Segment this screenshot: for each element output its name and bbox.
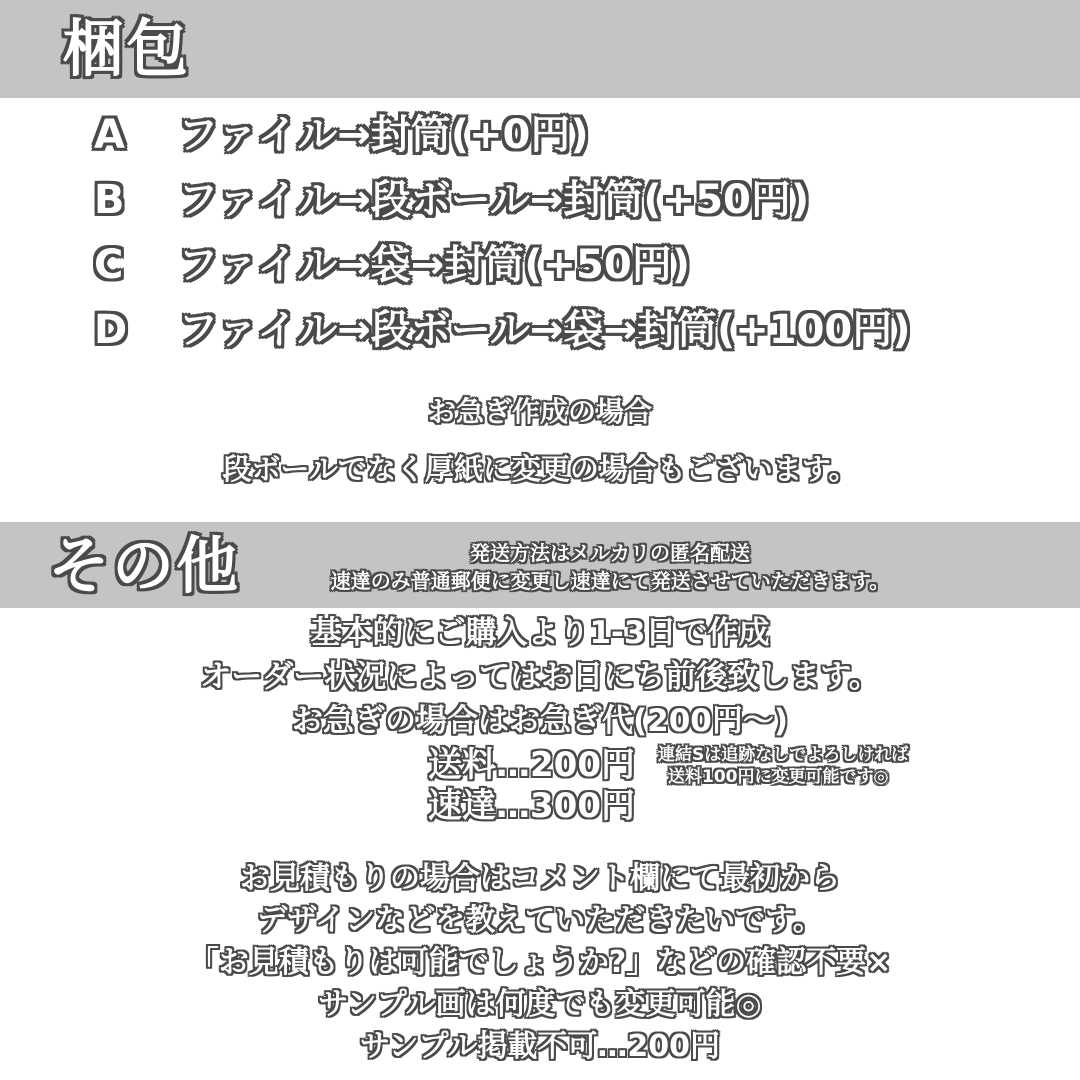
option-description: ファイル→段ボール→袋→封筒(+100円) — [178, 307, 911, 353]
shipping-method: 発送方法はメルカリの匿名配送 — [470, 541, 750, 565]
option-description: ファイル→段ボール→封筒(+50円) — [178, 177, 810, 223]
shipping-express-note: 速達のみ普通郵便に変更し速達にて発送させていただきます。 — [330, 569, 890, 593]
postage-note: 連結Sは追跡なしでよろしければ — [658, 745, 909, 765]
info-line: お急ぎの場合はお急ぎ代(200円〜) — [291, 703, 789, 739]
express-fee: 速達…300円 — [428, 786, 635, 826]
option-letter: A — [94, 112, 125, 158]
packaging-heading: 梱包 — [62, 12, 191, 85]
option-letter: C — [94, 242, 124, 288]
packaging-option-d — [0, 300, 1080, 360]
option-letter: B — [94, 177, 125, 223]
estimate-line: サンプル掲載不可…200円 — [360, 1029, 720, 1064]
info-line: オーダー状況によってはお日にち前後致します。 — [200, 659, 880, 695]
estimate-line: デザインなどを教えていただきたいです。 — [257, 903, 823, 938]
option-description: ファイル→袋→封筒(+50円) — [178, 242, 690, 288]
rush-note-title: お急ぎ作成の場合 — [427, 395, 652, 428]
option-letter: D — [94, 307, 128, 353]
info-line: 基本的にご購入より1-3日で作成 — [310, 615, 770, 651]
other-heading: その他 — [48, 529, 241, 602]
option-description: ファイル→封筒(+0円) — [178, 112, 589, 158]
packaging-option-a — [0, 105, 1080, 165]
packaging-option-c — [0, 235, 1080, 295]
postage-note: 送料100円に変更可能です◎ — [668, 767, 889, 787]
estimate-line: サンプル画は何度でも変更可能◎ — [318, 987, 762, 1022]
estimate-line: お見積もりの場合はコメント欄にて最初から — [240, 861, 840, 896]
rush-note-detail: 段ボールでなく厚紙に変更の場合もございます。 — [222, 452, 858, 486]
estimate-line: 「お見積もりは可能でしょうか?」などの確認不要× — [188, 945, 892, 980]
packaging-option-b — [0, 170, 1080, 230]
postage-fee: 送料…200円 — [428, 745, 635, 785]
